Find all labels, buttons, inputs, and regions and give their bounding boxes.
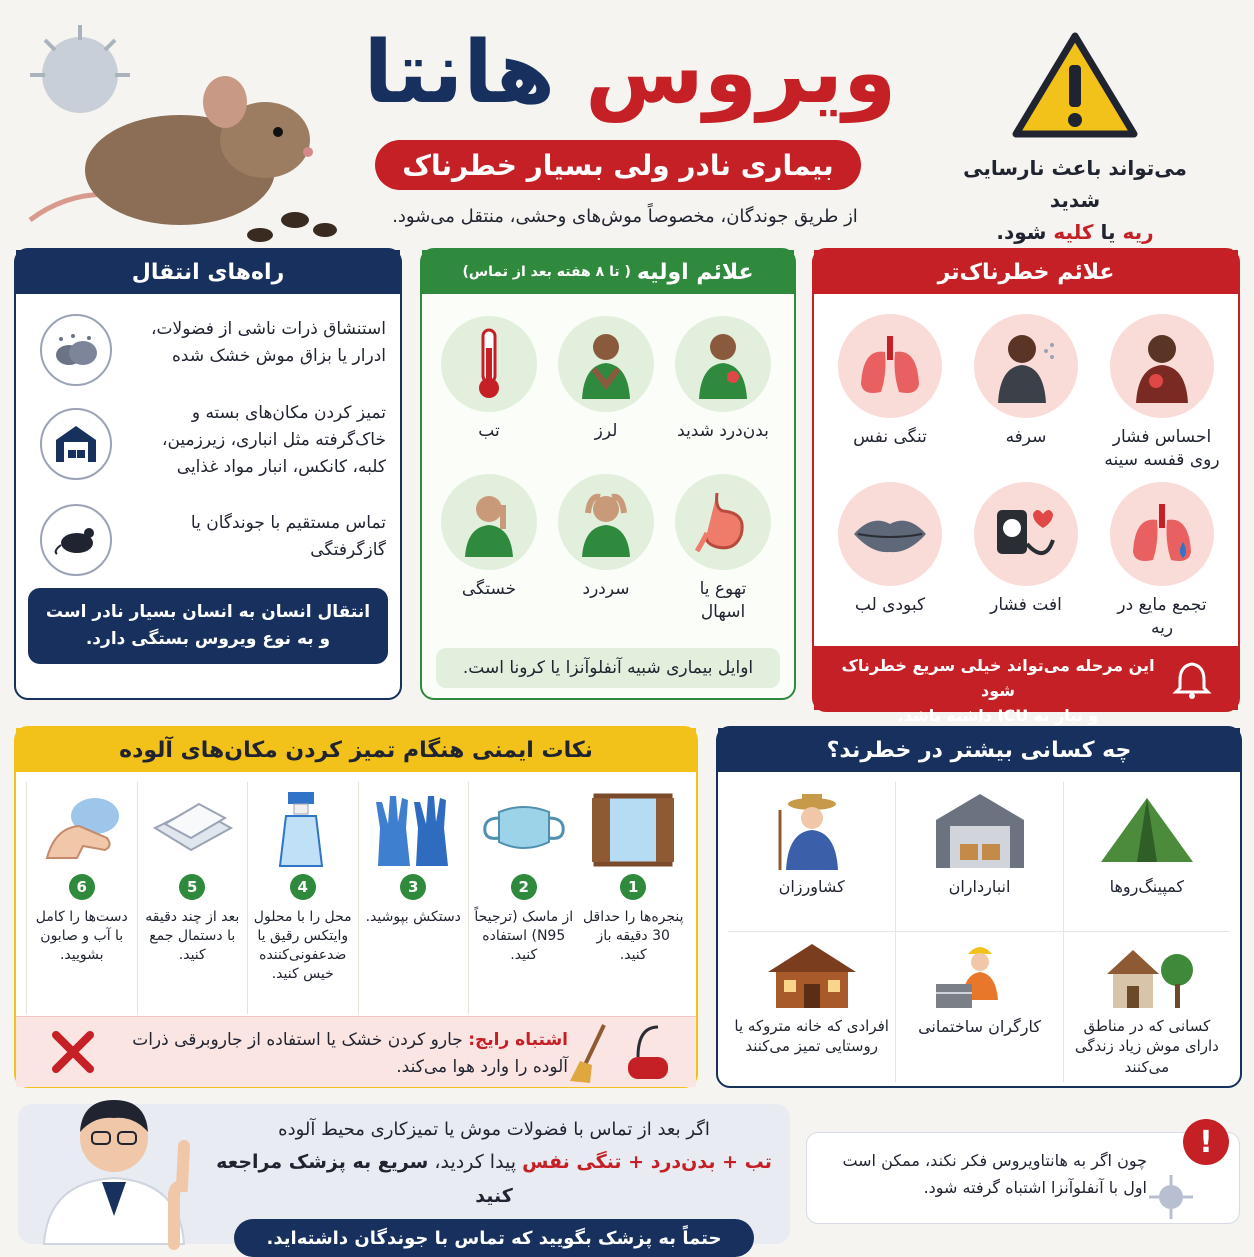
subtitle-banner xyxy=(375,140,861,190)
blood-pressure-icon xyxy=(974,482,1078,586)
advice-symptoms: تب + بدن‌درد + تنگی نفس xyxy=(522,1150,772,1173)
risk-label: افرادی که خانه متروکه یا روستایی تمیز می‌کنند xyxy=(734,1017,889,1056)
severe-note xyxy=(814,646,1238,725)
common-mistake-text xyxy=(126,1027,568,1081)
symptom-item xyxy=(434,474,544,601)
flu-note-text: چون اگر به هانتاویروس فکر نکند، ممکن است اول با آنفلوآنزا اشتباه گرفته شود. xyxy=(842,1151,1147,1198)
step-number: 4 xyxy=(290,874,316,900)
symptom-label: تجمع مایع در ریه xyxy=(1117,595,1207,638)
early-note-text: اوایل بیماری شبیه آنفلوآنزا یا کرونا است. xyxy=(462,658,754,678)
symptom-item xyxy=(551,316,661,443)
mouse-icon xyxy=(40,504,112,576)
step-text: دست‌ها را کامل با آب و صابون بشویید. xyxy=(35,909,128,963)
safety-step xyxy=(26,782,137,1014)
step-text: پنجره‌ها را حداقل 30 دقیقه باز کنید. xyxy=(582,909,684,963)
symptom-label: سرفه xyxy=(1005,427,1047,447)
bell-icon xyxy=(1172,660,1212,700)
risk-label: کسانی که در مناطق دارای موش زیاد زندگی می‌کنند xyxy=(1074,1017,1219,1076)
warning-line1: می‌تواند باعث نارسایی شدید xyxy=(963,156,1187,212)
symptom-item xyxy=(1102,314,1222,472)
risk-groups-card xyxy=(716,726,1242,1088)
safety-tips-card xyxy=(14,726,698,1088)
severe-note-line1: این مرحله می‌تواند خیلی سریع خطرناک شود xyxy=(841,656,1155,700)
transmission-item xyxy=(36,310,386,390)
symptom-item xyxy=(966,314,1086,449)
doctor-advice xyxy=(18,1104,790,1249)
symptom-label: خستگی xyxy=(461,579,517,599)
step-number: 6 xyxy=(69,874,95,900)
advice-line2 xyxy=(208,1145,780,1213)
warning-kidney: کلیه xyxy=(1053,220,1094,244)
step-text: دستکش بپوشید. xyxy=(365,909,461,925)
symptom-label: تنگی نفس xyxy=(853,427,927,447)
safety-step xyxy=(247,782,358,1014)
symptom-label: بدن‌درد شدید xyxy=(677,421,769,441)
symptom-label: تهوع یا اسهال xyxy=(699,579,747,622)
severe-note-text xyxy=(828,654,1168,728)
early-symptoms-card xyxy=(420,248,796,700)
risk-label: انبارداران xyxy=(948,877,1011,896)
common-mistake xyxy=(16,1016,696,1087)
safety-step xyxy=(579,782,689,1014)
advice-mid: پیدا کردید، xyxy=(428,1150,523,1173)
step-number: 2 xyxy=(511,874,537,900)
step-number: 1 xyxy=(620,874,646,900)
step-text: محل را با محلول وایتکس رقیق یا ضدعفونی‌کننده خیس کنید. xyxy=(253,909,352,982)
page-title xyxy=(340,18,920,128)
thermometer-icon xyxy=(441,316,537,412)
severe-note-line2: و نیاز به ICU داشته باشد. xyxy=(897,705,1099,725)
symptom-item xyxy=(966,482,1086,617)
risk-grid xyxy=(728,782,1230,1082)
advice-line3-banner xyxy=(234,1219,754,1257)
advice-line1: اگر بعد از تماس با فضولات موش یا تمیزکاری محیط آلوده xyxy=(278,1119,710,1140)
step-number: 3 xyxy=(400,874,426,900)
blue-lips-icon xyxy=(838,482,942,586)
transmission-text: استنشاق ذرات ناشی از فضولات، ادرار یا بزاق موش خشک شده xyxy=(151,319,386,367)
step-text: از ماسک (ترجیحاً N95) استفاده کنید. xyxy=(474,909,574,963)
risk-item xyxy=(895,932,1062,1082)
flu-note xyxy=(806,1124,1240,1224)
early-note xyxy=(436,648,780,688)
wipes-icon xyxy=(147,788,237,868)
symptom-item xyxy=(668,474,778,624)
lungs-icon xyxy=(838,314,942,418)
gloves-icon xyxy=(368,788,458,868)
window-icon xyxy=(588,788,678,868)
warning-end: شود. xyxy=(996,220,1054,244)
lung-fluid-icon xyxy=(1110,482,1214,586)
advice-line3: حتماً به پزشک بگویید که تماس با جوندگان داشته‌اید. xyxy=(266,1227,722,1249)
warning-text xyxy=(935,152,1215,248)
symptom-item xyxy=(1102,482,1222,640)
advice-action: سریع به پزشک مراجعه کنید xyxy=(216,1150,513,1207)
headache-icon xyxy=(558,474,654,570)
transmission-title: راه‌های انتقال xyxy=(16,250,400,294)
symptom-item xyxy=(668,316,778,443)
warning-lung: ریه xyxy=(1122,220,1154,244)
risk-label: کارگران ساختمانی xyxy=(918,1017,1041,1036)
chills-icon xyxy=(558,316,654,412)
transmission-text: تمیز کردن مکان‌های بسته و خاک‌گرفته مثل انباری، زیرزمین، کلبه، کانکس، انبار مواد غذایی xyxy=(161,403,386,478)
risk-item xyxy=(728,782,895,932)
fatigue-icon xyxy=(441,474,537,570)
risk-item xyxy=(728,932,895,1082)
cross-icon xyxy=(50,1029,96,1075)
risk-label: کشاورزان xyxy=(778,877,845,896)
symptom-item xyxy=(551,474,661,601)
symptom-label: احساس فشار روی قفسه سینه xyxy=(1104,427,1220,470)
transmission-card xyxy=(14,248,402,700)
risk-item xyxy=(1063,932,1230,1082)
early-title-sub: ( تا ۸ هفته بعد از تماس) xyxy=(462,264,631,280)
warehouse-icon xyxy=(40,408,112,480)
safety-step xyxy=(137,782,248,1014)
severe-title: علائم خطرناک‌تر xyxy=(814,250,1238,294)
spray-bottle-icon xyxy=(258,788,348,868)
construction-worker-icon xyxy=(930,940,1030,1010)
stomach-icon xyxy=(675,474,771,570)
transmission-item xyxy=(36,500,386,580)
doctor-advice-text xyxy=(208,1116,780,1257)
warning-triangle-icon xyxy=(1010,30,1140,140)
risk-title: چه کسانی بیشتر در خطرند؟ xyxy=(718,728,1240,772)
early-title-bar xyxy=(422,250,794,294)
village-house-icon xyxy=(1097,940,1197,1010)
title-part1: هانتا xyxy=(363,23,556,123)
safety-steps xyxy=(26,782,688,1014)
safety-title: نکات ایمنی هنگام تمیز کردن مکان‌های آلوده xyxy=(16,728,696,772)
step-text: بعد از چند دقیقه با دستمال جمع کنید. xyxy=(145,909,240,963)
safety-step xyxy=(358,782,469,1014)
broom-vacuum-icon xyxy=(568,1021,678,1083)
symptom-item xyxy=(830,482,950,617)
cough-icon xyxy=(974,314,1078,418)
early-title: علائم اولیه xyxy=(636,259,754,285)
symptom-item xyxy=(434,316,544,443)
safety-step xyxy=(468,782,579,1014)
mistake-label: اشتباه رایج: xyxy=(468,1030,568,1050)
symptom-label: کبودی لب xyxy=(854,595,926,615)
risk-item xyxy=(1063,782,1230,932)
hand-wash-icon xyxy=(37,788,127,868)
header-description: از طریق جوندگان، مخصوصاً موش‌های وحشی، منتقل می‌شود. xyxy=(392,206,858,227)
farmer-icon xyxy=(762,790,862,870)
transmission-item xyxy=(36,400,386,490)
subtitle: بیماری نادر ولی بسیار خطرناک xyxy=(402,148,834,182)
transmission-note-text: انتقال انسان به انسان بسیار نادر است و به نوع ویروس بستگی دارد. xyxy=(45,601,371,649)
symptom-label: تب xyxy=(478,421,500,441)
virus-icon xyxy=(1147,1173,1195,1221)
warehouse-icon xyxy=(930,790,1030,870)
exclamation-icon: ! xyxy=(1183,1119,1229,1165)
doctor-icon xyxy=(24,1086,204,1244)
tent-icon xyxy=(1097,790,1197,870)
body-ache-icon xyxy=(675,316,771,412)
symptom-label: سردرد xyxy=(582,579,630,599)
mistake-text: جارو کردن خشک یا استفاده از جاروبرقی ذرات آلوده را وارد هوا می‌کند. xyxy=(132,1030,568,1078)
transmission-text: تماس مستقیم با جوندگان یا گازگرفتگی xyxy=(190,513,386,561)
warning-line2 xyxy=(935,216,1215,248)
rat-icon xyxy=(10,20,340,250)
symptom-label: افت فشار xyxy=(990,595,1062,615)
cabin-icon xyxy=(762,940,862,1010)
symptom-label: لرز xyxy=(594,421,618,441)
title-part2: ویروس xyxy=(585,23,897,123)
symptom-item xyxy=(830,314,950,449)
transmission-note xyxy=(28,588,388,664)
risk-item xyxy=(895,782,1062,932)
warning-mid: یا xyxy=(1093,220,1123,244)
mask-icon xyxy=(479,788,569,868)
risk-label: کمپینگ‌روها xyxy=(1109,877,1185,896)
severe-symptoms-card xyxy=(812,248,1240,725)
step-number: 5 xyxy=(179,874,205,900)
chest-pain-icon xyxy=(1110,314,1214,418)
dust-cloud-icon xyxy=(40,314,112,386)
